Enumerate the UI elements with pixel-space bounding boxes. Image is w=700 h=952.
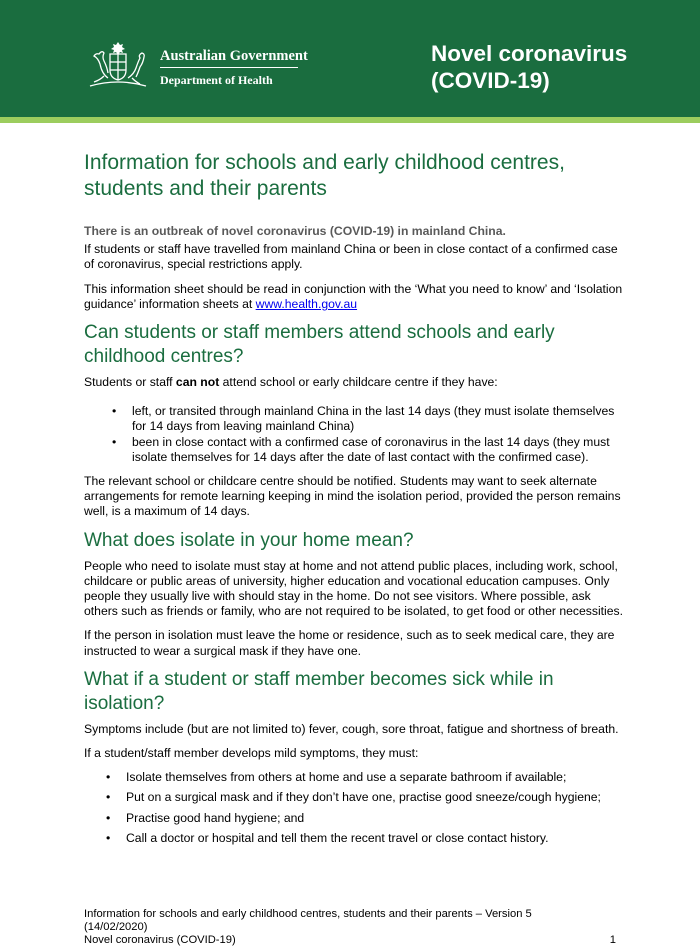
isolate-paragraph-1: People who need to isolate must stay at home and not attend public places, including work, school, childcare or public areas of university, higher education and vocational education campuses. Only people they usually live with should stay in the home. Do not see visitors. Where possible, ask others such as friends or family, who are not required to be isolated, to get food or other necessities. — [84, 558, 624, 619]
section-heading-attend: Can students or staff members attend schools and early childhood centres? — [84, 322, 555, 368]
list-item: • Isolate themselves from others at home and use a separate bathroom if available; — [126, 770, 624, 785]
document-body — [84, 150, 624, 855]
header-accent-stripe — [0, 117, 700, 123]
header-banner — [0, 0, 700, 117]
list-item: • left, or transited through mainland China in the last 14 days (they must isolate themselves for 14 days from leaving mainland China) — [132, 404, 624, 434]
attend-paragraph — [84, 375, 624, 390]
header-title-line2: (COVID-19) — [431, 68, 550, 93]
page-footer — [84, 908, 616, 947]
read-with-text: This information sheet should be read in conjunction with the ‘What you need to know’ and ‘Isolation guidance’ information sheets at — [84, 281, 623, 311]
restriction-list — [132, 404, 624, 465]
section-heading-sick: What if a student or staff member becomes sick while in isolation? — [84, 668, 554, 714]
page-number: 1 — [609, 934, 616, 946]
department-name: Department of Health — [160, 73, 273, 87]
intro-paragraph: If students or staff have travelled from mainland China or been in close contact of a confirmed case of coronavirus, special restrictions apply. — [84, 242, 618, 272]
list-item: • Put on a surgical mask and if they don’t have one, practise good sneeze/cough hygiene; — [126, 790, 624, 805]
notification-paragraph: The relevant school or childcare centre should be notified. Students may want to seek alternate arrangements for remote learning keeping in mind the isolation period, provided the person remains well, is a maximum of 14 days. — [84, 474, 621, 519]
symptom-actions-list — [126, 770, 624, 846]
document-title: Information for schools and early childhood centres, students and their parents — [84, 151, 565, 200]
list-item: • Call a doctor or hospital and tell them the recent travel or close contact history. — [126, 831, 624, 846]
header-title — [431, 40, 681, 94]
lead-statement: There is an outbreak of novel coronavirus (COVID-19) in mainland China. — [84, 224, 506, 238]
footer-line-2: (14/02/2020) — [84, 921, 148, 933]
health-website-link[interactable]: www.health.gov.au — [255, 296, 358, 311]
footer-line-1: Information for schools and early childhood centres, students and their parents – Version 5 — [84, 908, 532, 920]
list-item: • been in close contact with a confirmed case of coronavirus in the last 14 days (they must isolate themselves for 14 days after the date of last contact with the confirmed case). — [132, 435, 624, 465]
government-logo — [82, 38, 308, 90]
footer-line-3: Novel coronavirus (COVID-19) — [84, 934, 236, 946]
list-item: • Practise good hand hygiene; and — [126, 811, 624, 826]
coat-of-arms-icon — [82, 38, 154, 90]
logo-divider — [160, 67, 298, 68]
mild-symptoms-paragraph: If a student/staff member develops mild symptoms, they must: — [84, 746, 419, 761]
header-title-line1: Novel coronavirus — [431, 41, 628, 66]
section-heading-isolate: What does isolate in your home mean? — [84, 529, 414, 551]
government-name: Australian Government — [160, 48, 308, 64]
attend-text-before: Students or staff — [84, 375, 176, 390]
read-with-paragraph — [84, 282, 624, 312]
attend-text-bold: can not — [175, 375, 220, 390]
isolate-paragraph-2: If the person in isolation must leave the home or residence, such as to seek medical care, they are instructed to wear a surgical mask if they have one. — [84, 628, 615, 658]
symptoms-paragraph: Symptoms include (but are not limited to) fever, cough, sore throat, fatigue and shortness of breath. — [84, 721, 619, 736]
attend-text-after: attend school or early childcare centre if they have: — [219, 375, 498, 390]
